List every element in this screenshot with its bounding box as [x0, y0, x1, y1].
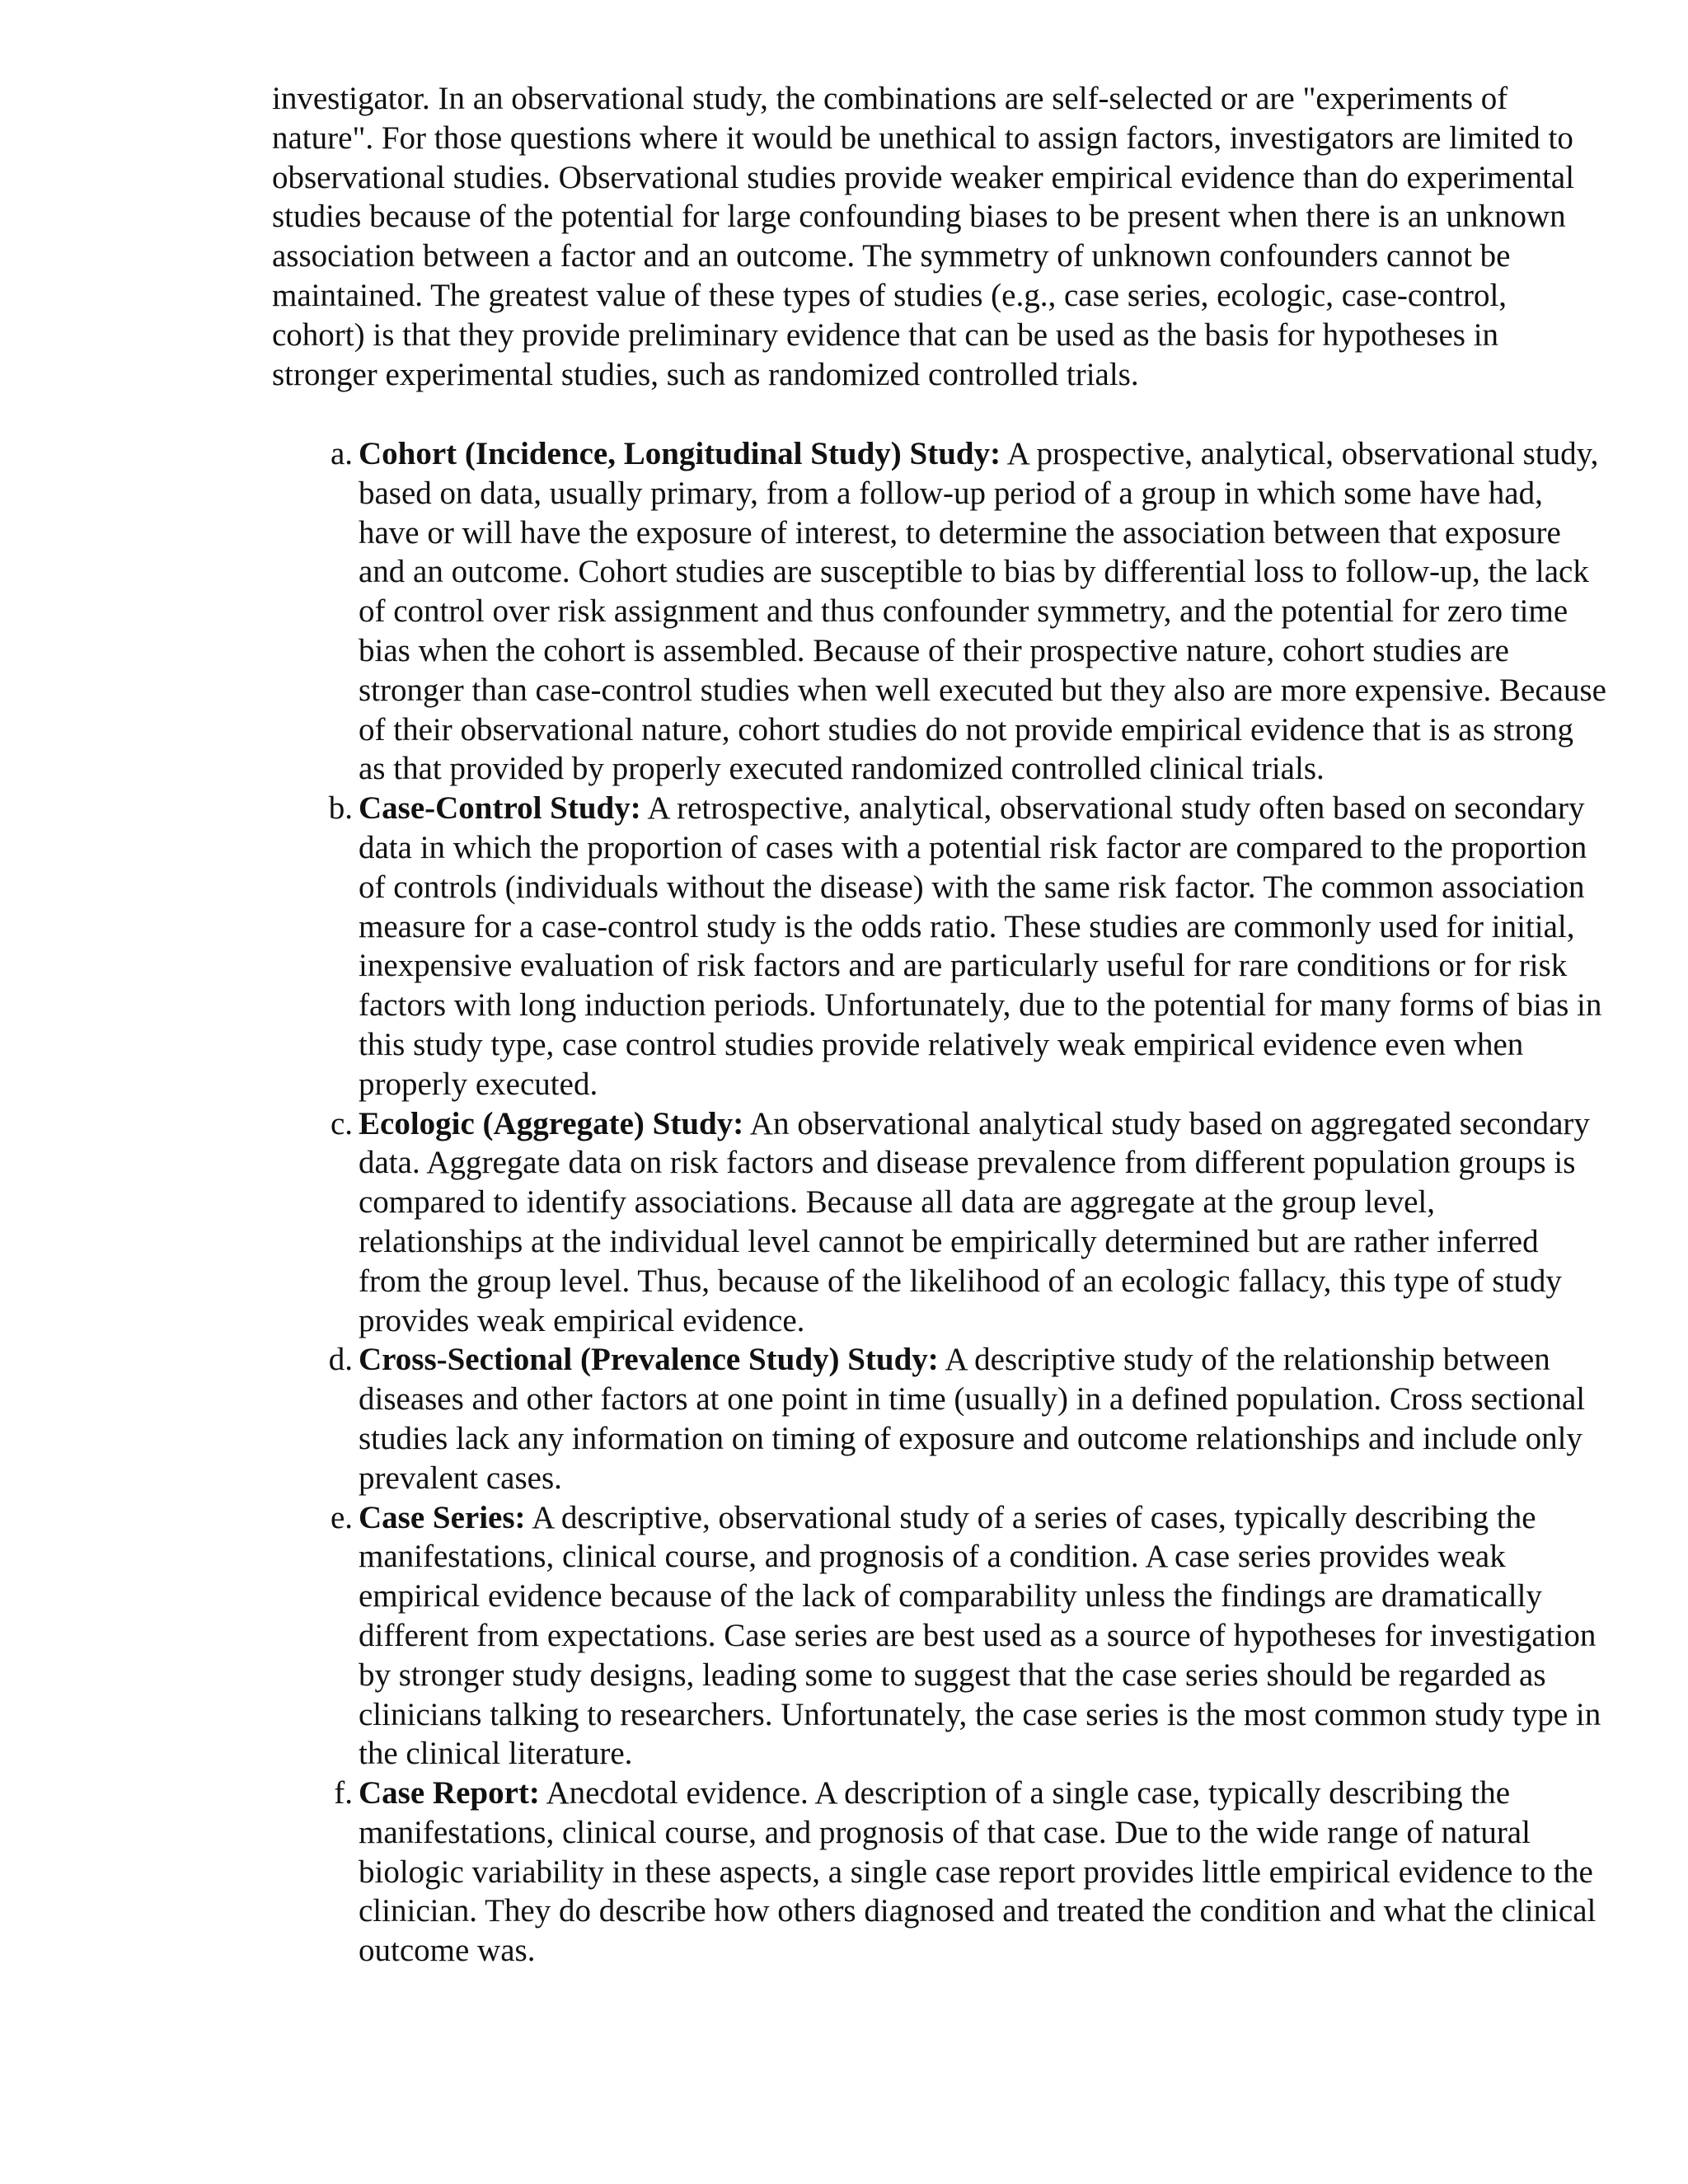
study-type-list — [272, 434, 1607, 1971]
term-heading: Cohort (Incidence, Longitudinal Study) Study: — [359, 436, 1001, 471]
term-description: An observational analytical study based on aggregated secondary data. Aggregate data on risk factors and disease prevalence from different population groups is compared to identify associations. Because all data are aggregate at the group level, relationships at the individual level cannot be empirically determined but are rather inferred from the group level. Thus, because of the likelihood of an ecologic fallacy, this type of study provides weak empirical evidence. — [359, 1105, 1590, 1338]
term-heading: Case Report: — [359, 1775, 540, 1811]
list-item-cohort — [272, 434, 1607, 789]
term-description: A descriptive study of the relationship between diseases and other factors at one point in time (usually) in a defined population. Cross sectional studies lack any information on timing of exposure and outcome relationships and include only prevalent cases. — [359, 1342, 1586, 1496]
list-marker: f. — [334, 1775, 353, 1811]
intro-paragraph: investigator. In an observational study, the combinations are self-selected or are "experiments of nature". For those questions where it would be unethical to assign factors, investigators are limited to observational studies. Observational studies provide weaker empirical evidence than do experimental studies because of the potential for large confounding biases to be present when there is an unknown association between a factor and an outcome. The symmetry of unknown confounders cannot be maintained. The greatest value of these types of studies (e.g., case series, ecologic, case-control, cohort) is that they provide preliminary evidence that can be used as the basis for hypotheses in stronger experimental studies, such as randomized controlled trials. — [272, 81, 1575, 392]
term-heading: Cross-Sectional (Prevalence Study) Study: — [359, 1342, 939, 1378]
term-heading: Ecologic (Aggregate) Study: — [359, 1105, 744, 1141]
list-marker: e. — [330, 1499, 353, 1535]
list-marker: c. — [330, 1105, 353, 1141]
list-item-case-report — [272, 1774, 1607, 1971]
term-heading: Case Series: — [359, 1499, 526, 1535]
term-description: Anecdotal evidence. A description of a single case, typically describing the manifestations, clinical course, and prognosis of that case. Due to the wide range of natural biologic variability in these aspects, a single case report provides little empirical evidence to the clinician. They do describe how others diagnosed and treated the condition and what the clinical outcome was. — [359, 1775, 1597, 1969]
term-heading: Case-Control Study: — [359, 790, 641, 827]
list-marker: a. — [330, 436, 353, 471]
list-item-cross-sectional — [272, 1340, 1607, 1497]
list-item-ecologic — [272, 1104, 1607, 1341]
term-description: A descriptive, observational study of a series of cases, typically describing the manifestations, clinical course, and prognosis of a condition. A case series provides weak empirical evidence because of the lack of comparability unless the findings are dramatically different from expectations. Case series are best used as a source of hypotheses for investigation by stronger study designs, leading some to suggest that the case series should be regarded as clinicians talking to researchers. Unfortunately, the case series is the most common study type in the clinical literature. — [359, 1499, 1601, 1772]
list-item-case-control — [272, 789, 1607, 1104]
term-description: A prospective, analytical, observational study, based on data, usually primary, from a follow-up period of a group in which some have had, have or will have the exposure of interest, to determine the association between that exposure and an outcome. Cohort studies are susceptible to bias by differential loss to follow-up, the lack of control over risk assignment and thus confounder symmetry, and the potential for zero time bias when the cohort is assembled. Because of their prospective nature, cohort studies are stronger than case-control studies when well executed but they also are more expensive. Because of their observational nature, cohort studies do not provide empirical evidence that is as strong as that provided by properly executed randomized controlled clinical trials. — [359, 436, 1606, 787]
list-item-case-series — [272, 1498, 1607, 1774]
list-marker: d. — [328, 1342, 353, 1378]
list-marker: b. — [328, 790, 353, 827]
term-description: A retrospective, analytical, observational study often based on secondary data in which the proportion of cases with a potential risk factor are compared to the proportion of controls (individuals without the disease) with the same risk factor. The common association measure for a case-control study is the odds ratio. These studies are commonly used for initial, inexpensive evaluation of risk factors and are particularly useful for rare conditions or for risk factors with long induction periods. Unfortunately, due to the potential for many forms of bias in this study type, case control studies provide relatively weak empirical evidence even when properly executed. — [359, 790, 1602, 1102]
